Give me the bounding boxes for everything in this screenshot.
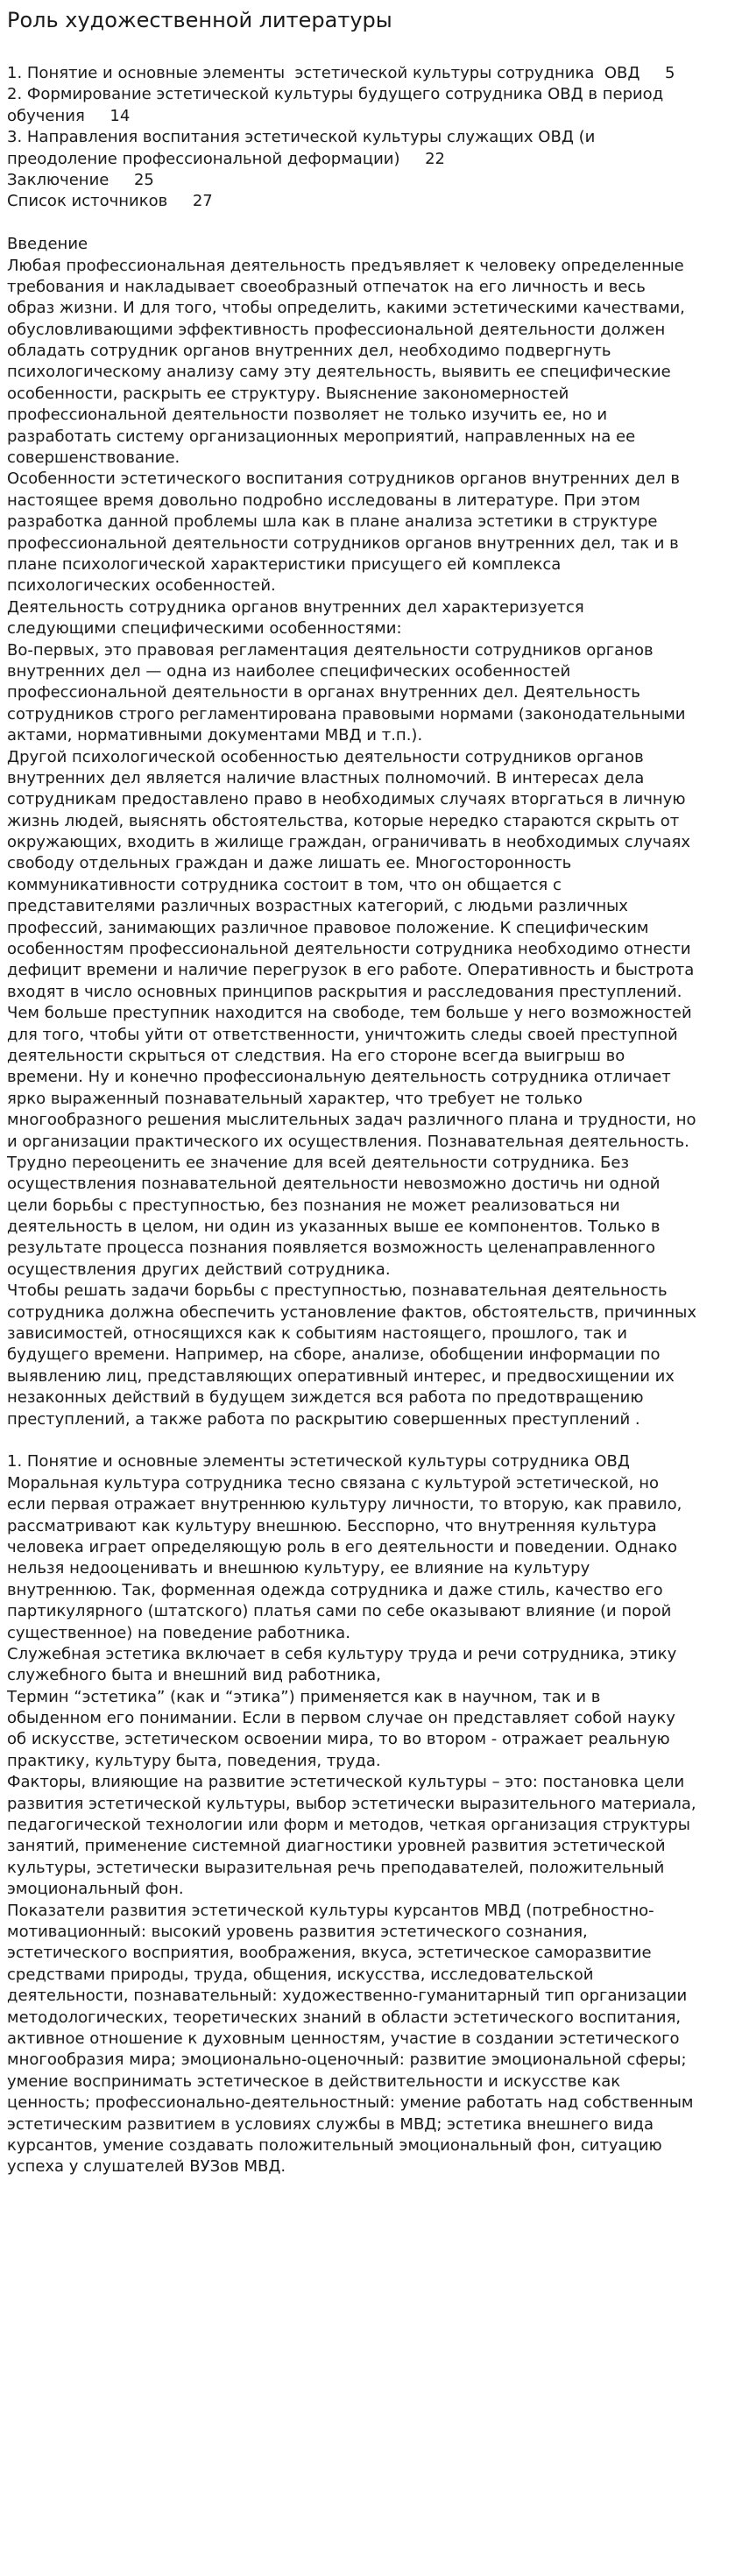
text-line: рассматривают как культуру внешнюю. Бесспорно, что внутренняя культура xyxy=(7,1516,657,1535)
text-line: внутренних дел — одна из наиболее специфических особенностей xyxy=(7,661,571,681)
text-line: результате процесса познания появляется возможность целенаправленного xyxy=(7,1239,656,1258)
text-line: Деятельность сотрудника органов внутренних дел характеризуется xyxy=(7,597,584,617)
text-line: человека играет определяющую роль в его деятельности и поведении. Однако xyxy=(7,1537,677,1556)
text-line: жизнь людей, выяснять обстоятельства, которые нередко стараются скрыть от xyxy=(7,811,680,830)
text-line: обыденном его понимании. Если в первом случае он представляет собой науку xyxy=(7,1709,675,1728)
text-line: преступлений, а также работа по раскрытию совершенных преступлений . xyxy=(7,1409,640,1429)
text-line: внутренних дел является наличие властных полномочий. В интересах дела xyxy=(7,768,645,787)
text-line: представителями различных возрастных категорий, с людьми различных xyxy=(7,897,628,916)
toc-entry: обучения 14 xyxy=(7,106,131,125)
toc-entry: 1. Понятие и основные элементы эстетической культуры сотрудника ОВД 5 xyxy=(7,64,675,82)
text-line: психологическому анализу саму эту деятельность, выявить ее специфические xyxy=(7,363,671,382)
text-line: сотрудникам предоставлено право в необходимых случаях вторгаться в личную xyxy=(7,790,686,809)
text-line: совершенствование. xyxy=(7,448,180,468)
text-line: профессиональной деятельности позволяет не только изучить ее, но и xyxy=(7,406,608,425)
text-line: обусловливающими эффективность профессиональной деятельности должен xyxy=(7,320,666,339)
text-line: цели борьбы с преступностью, без познания не может реализоваться ни xyxy=(7,1196,620,1215)
text-line: Чем больше преступник находится на свободе, тем больше у него возможностей xyxy=(7,1004,692,1023)
text-line: зависимостей, относящихся как к событиям настоящего, прошлого, так и xyxy=(7,1324,627,1344)
text-line: умение воспринимать эстетическое в действительности и искусстве как xyxy=(7,2071,621,2091)
text-line: требования и накладывает своеобразный отпечаток на его личность и весь xyxy=(7,277,646,296)
text-line: дефицит времени и наличие перегрузок в его работе. Оперативность и быстрота xyxy=(7,961,695,980)
text-line: особенностям профессиональной деятельности сотрудника необходимо отнести xyxy=(7,940,691,959)
text-line: Факторы, влияющие на развитие эстетической культуры – это: постановка цели xyxy=(7,1773,685,1792)
text-line: Во-первых, это правовая регламентация деятельности сотрудников органов xyxy=(7,640,654,660)
text-line: окружающих, входить в жилище граждан, ограничивать в необходимых случаях xyxy=(7,833,690,852)
text-line: мотивационный: высокий уровень развития эстетического сознания, xyxy=(7,1922,588,1941)
document-title: Роль художественной литературы xyxy=(7,8,392,32)
spacer xyxy=(7,213,735,234)
toc-entry: преодоление профессиональной деформации) 22 xyxy=(7,149,446,168)
text-line: эмоциональный фон. xyxy=(7,1880,184,1899)
text-line: Моральная культура сотрудника тесно связана с культурой эстетической, но xyxy=(7,1473,660,1493)
text-line: обладать сотрудник органов внутренних дел, необходимо подвергнуть xyxy=(7,342,611,361)
text-line: профессиональной деятельности в органах внутренних дел. Деятельность xyxy=(7,683,640,702)
introduction-section xyxy=(7,234,735,1430)
text-line: 1. Понятие и основные элементы эстетической культуры сотрудника ОВД xyxy=(7,1452,630,1471)
toc-entry: Список источников 27 xyxy=(7,192,213,211)
text-line: методологических, теоретических знаний в области эстетического воспитания, xyxy=(7,2008,682,2027)
text-line: осуществления других действий сотрудника. xyxy=(7,1260,391,1279)
text-line: средствами природы, труда, общения, искусства, исследовательской xyxy=(7,1965,594,1984)
text-line: будущего времени. Например, на сборе, анализе, обобщении информации по xyxy=(7,1345,661,1365)
text-line: профессиональной деятельности сотрудников органов внутренних дел, так и в xyxy=(7,533,679,553)
text-line: эстетического восприятия, воображения, вкуса, эстетическое саморазвитие xyxy=(7,1944,652,1963)
text-line: плане психологической характеристики присущего ей комплекса xyxy=(7,554,562,574)
text-line: существенное) на поведение работника. xyxy=(7,1623,350,1642)
text-line: развития эстетической культуры, выбор эстетически выразительного материала, xyxy=(7,1794,696,1813)
text-line: Чтобы решать задачи борьбы с преступностью, познавательная деятельность xyxy=(7,1281,668,1301)
text-line: если первая отражает внутреннюю культуру личности, то вторую, как правило, xyxy=(7,1495,682,1514)
text-line: занятий, применение системной диагностики уровней развития эстетической xyxy=(7,1837,666,1856)
text-line: разработка данной проблемы шла как в плане анализа эстетики в структуре xyxy=(7,512,658,532)
text-line: успеха у слушателей ВУЗов МВД. xyxy=(7,2157,286,2177)
section-1 xyxy=(7,1451,735,2177)
text-line: для того, чтобы уйти от ответственности, уничтожить следы своей преступной xyxy=(7,1025,678,1044)
table-of-contents xyxy=(7,63,735,213)
text-line: Любая профессиональная деятельность предъявляет к человеку определенные xyxy=(7,256,684,275)
text-line: Термин “эстетика” (как и “этика”) применяется как в научном, так и в xyxy=(7,1687,601,1706)
text-line: Особенности эстетического воспитания сотрудников органов внутренних дел в xyxy=(7,469,680,489)
text-line: образ жизни. И для того, чтобы определить, какими эстетическими качествами, xyxy=(7,299,685,318)
toc-entry: 3. Направления воспитания эстетической культуры служащих ОВД (и xyxy=(7,128,596,147)
text-line: незаконных действий в будущем зиждется вся работа по предотвращению xyxy=(7,1388,644,1408)
text-line: педагогической технологии или форм и методов, четкая организация структуры xyxy=(7,1816,691,1835)
text-line: особенности, раскрыть ее структуру. Выяснение закономерностей xyxy=(7,384,569,403)
text-line: свободу отдельных граждан и даже лишать ее. Многосторонность xyxy=(7,854,572,873)
text-line: профессий, занимающих различное правовое положение. К специфическим xyxy=(7,918,649,937)
text-line: разработать систему организационных мероприятий, направленных на ее xyxy=(7,427,636,446)
spacer xyxy=(7,1430,735,1451)
text-line: времени. Ну и конечно профессиональную деятельность сотрудника отличает xyxy=(7,1068,671,1087)
text-line: следующими специфическими особенностями: xyxy=(7,619,402,639)
text-line: нельзя недооценивать и внешнюю культуру, ее влияние на культуру xyxy=(7,1559,590,1578)
text-line: об искусстве, эстетическом освоении мира, то во втором - отражает реальную xyxy=(7,1730,670,1749)
text-line: входят в число основных принципов раскрытия и расследования преступлений. xyxy=(7,982,682,1001)
toc-entry: Заключение 25 xyxy=(7,170,154,189)
text-line: деятельность в целом, ни один из указанных выше ее компонентов. Только в xyxy=(7,1217,661,1237)
text-line: активное отношение к духовным ценностям, участие в создании эстетического xyxy=(7,2029,680,2048)
text-line: ценность; профессионально-деятельностный: умение работать над собственным xyxy=(7,2093,694,2113)
text-line: сотрудников строго регламентирована правовыми нормами (законодательными xyxy=(7,704,686,723)
text-line: коммуникативности сотрудника состоит в том, что он общается с xyxy=(7,875,562,894)
text-line: и организации практического их осуществления. Познавательная деятельность. xyxy=(7,1132,689,1151)
text-line: Трудно переоценить ее значение для всей деятельности сотрудника. Без xyxy=(7,1153,630,1172)
text-line: Введение xyxy=(7,235,88,254)
text-line: практику, культуру быта, поведения, труда. xyxy=(7,1751,381,1770)
text-line: многообразия мира; эмоционально-оценочный: развитие эмоциональной сферы; xyxy=(7,2050,687,2070)
text-line: ярко выраженный познавательный характер, что требует не только xyxy=(7,1089,583,1108)
text-line: многообразного решения мыслительных задач различного плана и трудности, но xyxy=(7,1111,696,1130)
text-line: настоящее время довольно подробно исследованы в литературе. При этом xyxy=(7,490,640,510)
text-line: психологических особенностей. xyxy=(7,576,276,596)
text-line: партикулярного (штатского) платья сами по себе оказывают влияние (и порой xyxy=(7,1602,672,1621)
toc-entry: 2. Формирование эстетической культуры будущего сотрудника ОВД в период xyxy=(7,85,664,104)
text-line: деятельности, познавательный: художественно-гуманитарный тип организации xyxy=(7,1987,688,2006)
text-line: культуры, эстетически выразительная речь преподавателей, положительный xyxy=(7,1858,665,1877)
text-line: деятельности скрыться от следствия. На его стороне всегда выигрыш во xyxy=(7,1046,625,1065)
text-line: сотрудника должна обеспечить установление фактов, обстоятельств, причинных xyxy=(7,1302,696,1322)
text-line: выявлению лиц, представляющих оперативный интерес, и предвосхищении их xyxy=(7,1366,675,1386)
text-line: Служебная эстетика включает в себя культуру труда и речи сотрудника, этику xyxy=(7,1644,677,1663)
text-line: служебного быта и внешний вид работника, xyxy=(7,1666,381,1685)
text-line: внутреннюю. Так, форменная одежда сотрудника и даже стиль, качество его xyxy=(7,1580,663,1599)
text-line: осуществления познавательной деятельности невозможно достичь ни одной xyxy=(7,1175,661,1194)
text-line: Другой психологической особенностью деятельности сотрудников органов xyxy=(7,747,644,766)
text-line: курсантов, умение создавать положительный эмоциональный фон, ситуацию xyxy=(7,2135,662,2155)
text-line: эстетическим развитием в условиях службы в МВД; эстетика внешнего вида xyxy=(7,2114,654,2134)
text-line: актами, нормативными документами МВД и т.п.). xyxy=(7,726,423,745)
document-body xyxy=(7,63,735,2178)
text-line: Показатели развития эстетической культуры курсантов МВД (потребностно- xyxy=(7,1901,654,1920)
